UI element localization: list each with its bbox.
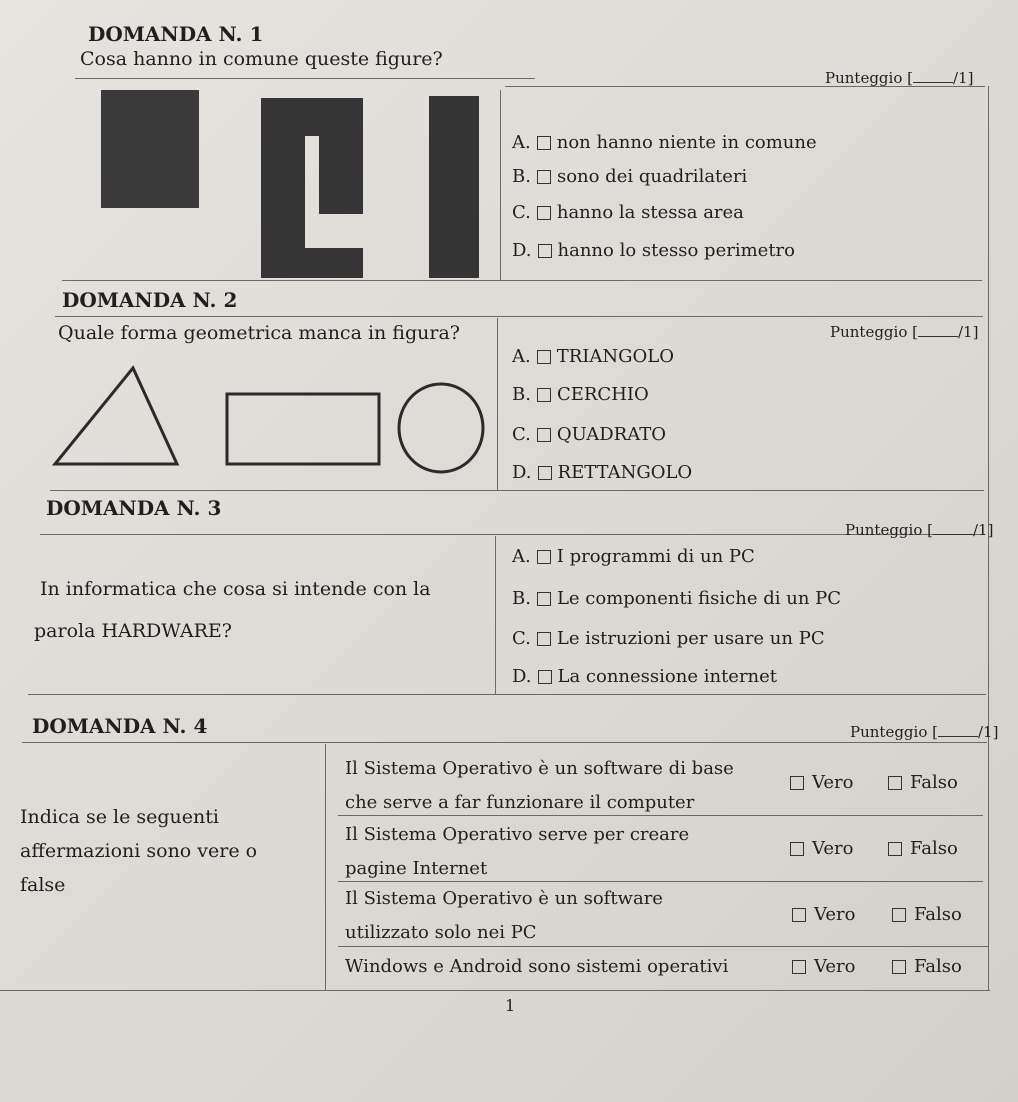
checkbox[interactable]: [538, 466, 552, 480]
divider: [40, 534, 985, 535]
checkbox[interactable]: [537, 170, 551, 184]
divider: [500, 90, 501, 280]
q4-true-choice[interactable]: Vero: [792, 956, 855, 977]
checkbox[interactable]: [888, 776, 902, 790]
checkbox[interactable]: [892, 908, 906, 922]
figure-rectangle: [101, 90, 199, 208]
page-number: 1: [505, 996, 516, 1015]
q4-score: Punteggio [ /1]: [850, 723, 999, 741]
divider: [0, 990, 990, 991]
checkbox[interactable]: [537, 206, 551, 220]
q2-option-d[interactable]: D. RETTANGOLO: [512, 462, 693, 483]
divider: [495, 536, 496, 694]
q3-title: DOMANDA N. 3: [46, 496, 222, 520]
figure-c-shape: [261, 98, 363, 278]
q3-option-b[interactable]: B. Le componenti fisiche di un PC: [512, 588, 842, 609]
q1-option-c[interactable]: C. hanno la stessa area: [512, 202, 744, 223]
q2-title: DOMANDA N. 2: [62, 288, 238, 312]
q4-statement: Il Sistema Operativo è un software utilizzato solo nei PC: [345, 888, 663, 943]
checkbox[interactable]: [537, 550, 551, 564]
q2-score: Punteggio [ /1]: [830, 323, 979, 341]
checkbox[interactable]: [538, 670, 552, 684]
q4-false-choice[interactable]: Falso: [888, 838, 958, 859]
checkbox[interactable]: [892, 960, 906, 974]
q3-question-line2: parola HARDWARE?: [34, 620, 232, 642]
divider: [497, 318, 498, 490]
q3-question-line1: In informatica che cosa si intende con la: [40, 578, 431, 600]
checkbox[interactable]: [537, 632, 551, 646]
figure-rectangle-outline: [227, 394, 379, 464]
q1-option-d[interactable]: D. hanno lo stesso perimetro: [512, 240, 795, 261]
q3-option-a[interactable]: A. I programmi di un PC: [512, 546, 755, 567]
q2-option-a[interactable]: A. TRIANGOLO: [512, 346, 674, 367]
q3-option-c[interactable]: C. Le istruzioni per usare un PC: [512, 628, 825, 649]
q4-instruction-line3: false: [20, 874, 66, 896]
q4-false-choice[interactable]: Falso: [892, 904, 962, 925]
q1-score: Punteggio [ /1]: [825, 69, 974, 87]
checkbox[interactable]: [537, 428, 551, 442]
checkbox[interactable]: [888, 842, 902, 856]
q4-instruction-line2: affermazioni sono vere o: [20, 840, 258, 862]
q4-true-choice[interactable]: Vero: [790, 772, 853, 793]
q4-statement: Il Sistema Operativo è un software di base che serve a far funzionare il computer: [345, 758, 734, 813]
q1-option-a[interactable]: A. non hanno niente in comune: [512, 132, 817, 153]
divider: [55, 316, 983, 317]
figure-triangle: [55, 368, 177, 464]
q4-statement: Windows e Android sono sistemi operativi: [345, 956, 729, 977]
q4-true-choice[interactable]: Vero: [792, 904, 855, 925]
q4-false-choice[interactable]: Falso: [888, 772, 958, 793]
q2-option-b[interactable]: B. CERCHIO: [512, 384, 649, 405]
divider: [22, 742, 987, 743]
divider: [28, 694, 986, 695]
divider: [75, 78, 535, 79]
checkbox[interactable]: [537, 350, 551, 364]
q1-figures: [95, 88, 490, 278]
q3-score: Punteggio [ /1]: [845, 521, 994, 539]
q2-option-c[interactable]: C. QUADRATO: [512, 424, 666, 445]
checkbox[interactable]: [537, 592, 551, 606]
q1-option-b[interactable]: B. sono dei quadrilateri: [512, 166, 748, 187]
q3-option-d[interactable]: D. La connessione internet: [512, 666, 778, 687]
checkbox[interactable]: [792, 908, 806, 922]
q4-true-choice[interactable]: Vero: [790, 838, 853, 859]
divider: [325, 744, 326, 990]
divider: [62, 280, 982, 281]
q4-false-choice[interactable]: Falso: [892, 956, 962, 977]
checkbox[interactable]: [790, 776, 804, 790]
checkbox[interactable]: [537, 136, 551, 150]
checkbox[interactable]: [792, 960, 806, 974]
checkbox[interactable]: [790, 842, 804, 856]
q4-instruction-line1: Indica se le seguenti: [20, 806, 219, 828]
checkbox[interactable]: [538, 244, 552, 258]
q2-question: Quale forma geometrica manca in figura?: [58, 322, 460, 344]
checkbox[interactable]: [537, 388, 551, 402]
q4-title: DOMANDA N. 4: [32, 714, 208, 738]
figure-tall-rectangle: [429, 96, 479, 278]
q1-question: Cosa hanno in comune queste figure?: [80, 48, 443, 70]
q2-figures: [45, 360, 495, 480]
q1-title: DOMANDA N. 1: [88, 22, 264, 46]
figure-circle: [399, 384, 483, 472]
q4-statement: Il Sistema Operativo serve per creare pagine Internet: [345, 824, 690, 879]
divider: [50, 490, 984, 491]
